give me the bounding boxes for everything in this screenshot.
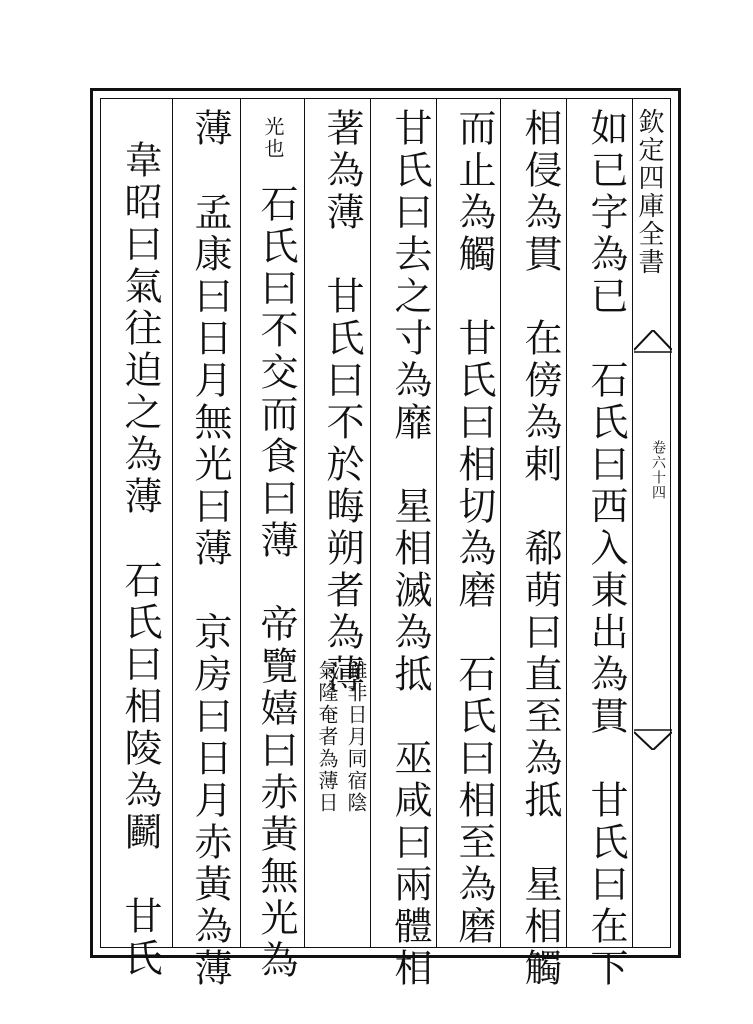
column-rule	[370, 98, 371, 948]
text-column-3: 而止為觸 甘氏曰相切為磨 石氏曰相至為磨	[452, 108, 496, 948]
annotation-top: 光也	[261, 116, 285, 160]
column-rule	[436, 98, 437, 948]
text-column-8: 韋昭曰氣往迫之為薄 石氏曰相陵為鬬 甘氏	[118, 140, 162, 980]
text-column-2: 相侵為貫 在傍為剌 郗萌曰直至為抵 星相觸	[518, 108, 562, 990]
text-column-7: 薄 孟康曰日月無光曰薄 京房曰日月赤黃為薄	[188, 108, 232, 990]
column-rule	[240, 98, 241, 948]
column-rule	[304, 98, 305, 948]
annotation-column-a: 雖非日月同宿陰	[344, 660, 368, 814]
text-column-1: 如已字為已 石氏曰西入東出為貫 甘氏曰在下	[584, 108, 628, 990]
juan-number: 卷六十四	[650, 440, 666, 500]
text-column-4: 甘氏曰去之寸為靡 星相滅為抵 巫咸曰兩體相	[388, 108, 432, 990]
column-rule	[172, 98, 173, 948]
annotation-column-b: 氣隆奄者為薄日	[315, 660, 339, 814]
fishtail-ornament	[634, 330, 672, 750]
text-column-6: 石氏曰不交而食曰薄 帝覽嬉曰赤黃無光為	[254, 184, 298, 982]
column-rule	[500, 98, 501, 948]
book-title: 欽定四庫全書	[634, 108, 664, 276]
text-column-5: 著為薄 甘氏曰不於晦朔者為薄	[320, 108, 364, 696]
column-rule	[566, 98, 567, 948]
